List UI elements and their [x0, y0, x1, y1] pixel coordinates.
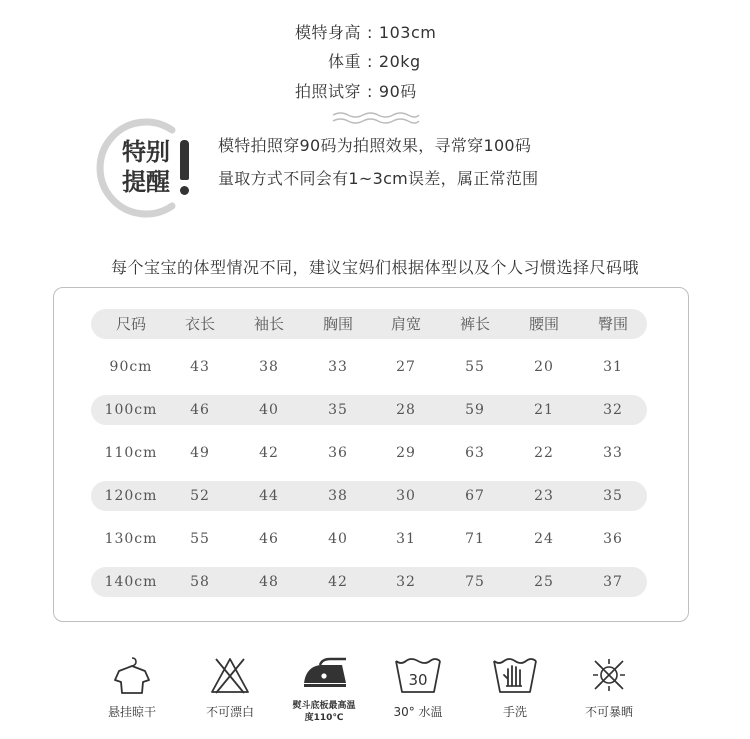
- table-cell: 25: [534, 574, 554, 590]
- table-cell: 33: [603, 445, 623, 461]
- model-weight-value: 20kg: [378, 52, 421, 71]
- no-sun-label: 不可暴晒: [584, 705, 633, 719]
- table-row: [91, 524, 647, 554]
- table-cell: 35: [603, 488, 623, 504]
- iron-icon: [296, 655, 352, 691]
- table-cell: 120cm: [104, 488, 158, 504]
- hand-wash-icon: [491, 655, 539, 695]
- no-bleach-label: 不可漂白: [205, 705, 254, 719]
- tryon-size-label: 拍照试穿: [295, 82, 362, 101]
- table-cell: 130cm: [104, 531, 158, 547]
- table-cell: 33: [328, 359, 348, 375]
- reminder-badge-line2: 提醒: [122, 168, 170, 196]
- exclamation-dot-icon: [180, 186, 189, 195]
- care-no-bleach: [185, 655, 275, 719]
- table-cell: 52: [190, 488, 210, 504]
- iron-label: [279, 700, 369, 724]
- table-cell: 37: [603, 574, 623, 590]
- header-length: 衣长: [184, 315, 215, 333]
- table-cell: 21: [534, 402, 554, 418]
- table-row: [91, 481, 647, 511]
- iron-label-line1: 熨斗底板最高温: [292, 701, 356, 711]
- table-cell: 20: [534, 359, 554, 375]
- table-cell: 48: [259, 574, 279, 590]
- table-row: [91, 567, 647, 597]
- exclamation-icon: [180, 140, 189, 180]
- wash-temp-label: 30° 水温: [393, 705, 443, 719]
- model-weight-row: [328, 49, 421, 72]
- wash-temp-number: 30: [408, 671, 428, 689]
- size-chart-card: [53, 287, 689, 622]
- table-cell: 58: [190, 574, 210, 590]
- separator: :: [367, 52, 373, 71]
- table-cell: 71: [465, 531, 485, 547]
- table-cell: 110cm: [104, 445, 158, 461]
- table-cell: 29: [396, 445, 416, 461]
- table-cell: 24: [534, 531, 554, 547]
- table-row: [91, 352, 647, 382]
- model-height-value: 103cm: [378, 23, 437, 42]
- table-cell: 36: [603, 531, 623, 547]
- table-cell: 55: [465, 359, 485, 375]
- size-advice: 每个宝宝的体型情况不同，建议宝妈们根据体型以及个人习惯选择尺码哦: [110, 258, 639, 277]
- reminder-badge: [92, 118, 202, 218]
- table-cell: 140cm: [104, 574, 158, 590]
- special-reminder: [92, 118, 692, 218]
- table-cell: 55: [190, 531, 210, 547]
- table-cell: 42: [328, 574, 348, 590]
- table-cell: 67: [465, 488, 485, 504]
- tryon-size-row: [295, 79, 417, 102]
- care-iron: [279, 655, 369, 723]
- table-cell: 36: [328, 445, 348, 461]
- table-cell: 35: [328, 402, 348, 418]
- table-cell: 30: [396, 488, 416, 504]
- table-cell: 100cm: [104, 402, 158, 418]
- care-no-sun: [564, 655, 654, 719]
- model-weight-label: 体重: [328, 52, 362, 71]
- reminder-badge-line1: 特别: [122, 138, 170, 166]
- table-row: [91, 395, 647, 425]
- table-cell: 46: [259, 531, 279, 547]
- header-pants: 裤长: [459, 315, 490, 333]
- header-waist: 腰围: [528, 315, 559, 333]
- table-cell: 32: [396, 574, 416, 590]
- table-cell: 22: [534, 445, 554, 461]
- header-shoulder: 肩宽: [390, 315, 421, 333]
- care-instructions: [0, 655, 750, 739]
- care-hand-wash: [470, 655, 560, 719]
- size-table: [91, 309, 647, 610]
- table-header-row: [91, 309, 647, 339]
- table-cell: 38: [259, 359, 279, 375]
- no-bleach-icon: [208, 655, 252, 695]
- reminder-line1: 模特拍照穿90码为拍照效果，寻常穿100码: [218, 136, 532, 155]
- table-cell: 63: [465, 445, 485, 461]
- table-cell: 27: [396, 359, 416, 375]
- no-sun-icon: [587, 655, 631, 695]
- table-cell: 31: [396, 531, 416, 547]
- header-chest: 胸围: [322, 315, 353, 333]
- model-height-label: 模特身高: [295, 23, 362, 42]
- model-height-row: [295, 20, 436, 43]
- header-hip: 臀围: [597, 315, 628, 333]
- table-cell: 59: [465, 402, 485, 418]
- separator: :: [367, 82, 373, 101]
- table-cell: 28: [396, 402, 416, 418]
- header-size: 尺码: [115, 315, 146, 333]
- table-cell: 38: [328, 488, 348, 504]
- table-cell: 46: [190, 402, 210, 418]
- hang-dry-icon: [110, 655, 154, 695]
- table-cell: 32: [603, 402, 623, 418]
- care-hang-dry: [87, 655, 177, 719]
- care-wash-temp: [373, 655, 463, 719]
- table-cell: 23: [534, 488, 554, 504]
- table-cell: 44: [259, 488, 279, 504]
- tryon-size-value: 90码: [378, 82, 417, 101]
- table-cell: 49: [190, 445, 210, 461]
- hand-wash-label: 手洗: [502, 705, 527, 719]
- wash-basin-icon: [393, 655, 443, 695]
- table-cell: 31: [603, 359, 623, 375]
- separator: :: [367, 23, 373, 42]
- table-cell: 42: [259, 445, 279, 461]
- table-cell: 43: [190, 359, 210, 375]
- table-cell: 75: [465, 574, 485, 590]
- hang-dry-label: 悬挂晾干: [107, 705, 156, 719]
- table-cell: 90cm: [109, 359, 153, 375]
- reminder-line2: 量取方式不同会有1~3cm误差，属正常范围: [218, 169, 539, 188]
- table-row: [91, 438, 647, 468]
- iron-label-line2: 度110℃: [304, 713, 344, 723]
- table-cell: 40: [328, 531, 348, 547]
- table-cell: 40: [259, 402, 279, 418]
- header-sleeve: 袖长: [253, 315, 284, 333]
